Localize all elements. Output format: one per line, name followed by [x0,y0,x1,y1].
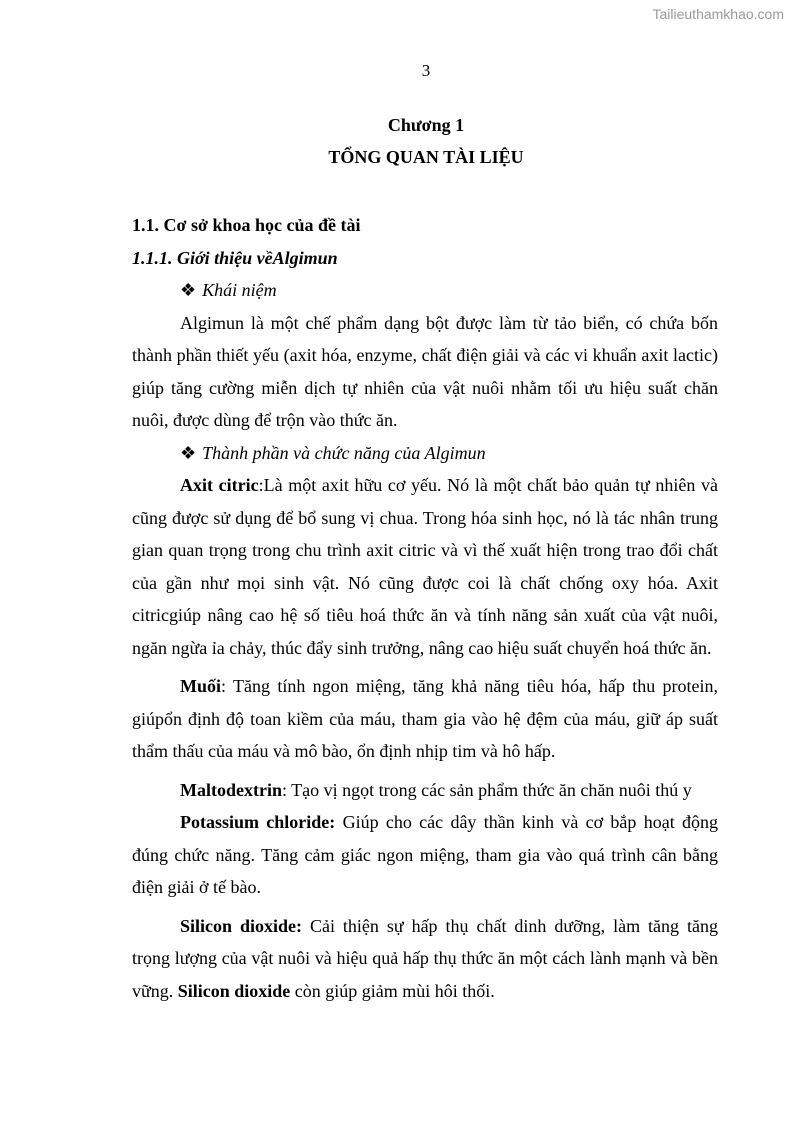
citric-text: :Là một axit hữu cơ yếu. Nó là một chất bảo quản tự nhiên và cũng được sử dụng để bổ sung vị chua. Trong hóa sinh học, nó là tác nhân trung gian quan trọng trong chu trình axit citric và vì thế xuất hiện trong trao đổi chất của gần như mọi sinh vật. Nó cũng được coi là chất chống oxy hóa. Axit citricgiúp nâng cao hệ số tiêu hoá thức ăn và tính năng sản xuất của vật nuôi, ngăn ngừa ỉa chảy, thúc đẩy sinh trưởng, nâng cao hiệu suất chuyển hoá thức ăn. [132,475,718,658]
bullet-components-label: Thành phần và chức năng của Algimun [202,442,486,463]
maltodextrin-term: Maltodextrin [180,779,282,800]
chapter-label: Chương 1 [387,115,465,135]
silicon-term-repeat: Silicon dioxide [177,980,291,1001]
potassium-text: Giúp cho các dây thần kinh và cơ bắp hoạt động đúng chức năng. Tăng cảm giác ngon miệng, tham gia vào quá trình cân bằng điện giải ở tế bào. [132,812,718,897]
page-number: 3 [421,61,431,80]
document-body [132,209,718,1007]
silicon-text-end: còn giúp giảm mùi hôi thối. [290,980,495,1001]
intro-paragraph: Algimun là một chế phẩm dạng bột được làm từ tảo biển, có chứa bốn thành phần thiết yếu (axit hóa, enzyme, chất điện giải và các vi khuẩn axit lactic) giúp tăng cường miễn dịch tự nhiên của vật nuôi nhằm tối ưu hiệu suất chăn nuôi, được dùng để trộn vào thức ăn. [132,312,718,430]
subsection-heading: 1.1.1. Giới thiệu vềAlgimun [132,247,338,268]
bullet-components [132,437,718,470]
silicon-paragraph [132,910,718,1008]
diamond-bullet-icon: ❖ [180,280,197,300]
potassium-paragraph [132,806,718,904]
bullet-concept-label: Khái niệm [202,280,277,300]
watermark: Tailieuthamkhao.com [652,6,784,22]
silicon-text: Cải thiện sự hấp thụ chất dinh dưỡng, làm tăng tăng trọng lượng của vật nuôi và hiệu quả hấp thụ thức ăn một cách lành mạnh và bền vững. [132,915,718,1001]
diamond-bullet-icon: ❖ [180,442,197,463]
citric-paragraph [132,469,718,664]
bullet-concept [132,274,718,307]
maltodextrin-text: : Tạo vị ngọt trong các sản phẩm thức ăn chăn nuôi thú y [281,779,692,800]
salt-text: : Tăng tính ngon miệng, tăng khả năng tiêu hóa, hấp thu protein, giúpổn định độ toan kiềm của máu, tham gia vào hệ đệm của máu, giữ áp suất thẩm thấu của máu và mô bào, ổn định nhịp tim và hô hấp. [132,676,718,761]
silicon-term: Silicon dioxide: [180,915,302,936]
maltodextrin-paragraph [132,774,718,807]
potassium-term: Potassium chloride: [180,812,336,832]
citric-term: Axit citric [180,475,259,495]
chapter-title: TỔNG QUAN TÀI LIỆU [328,147,524,167]
salt-paragraph [132,670,718,768]
section-heading: 1.1. Cơ sở khoa học của đề tài [132,215,361,235]
salt-term: Muối [180,676,222,696]
